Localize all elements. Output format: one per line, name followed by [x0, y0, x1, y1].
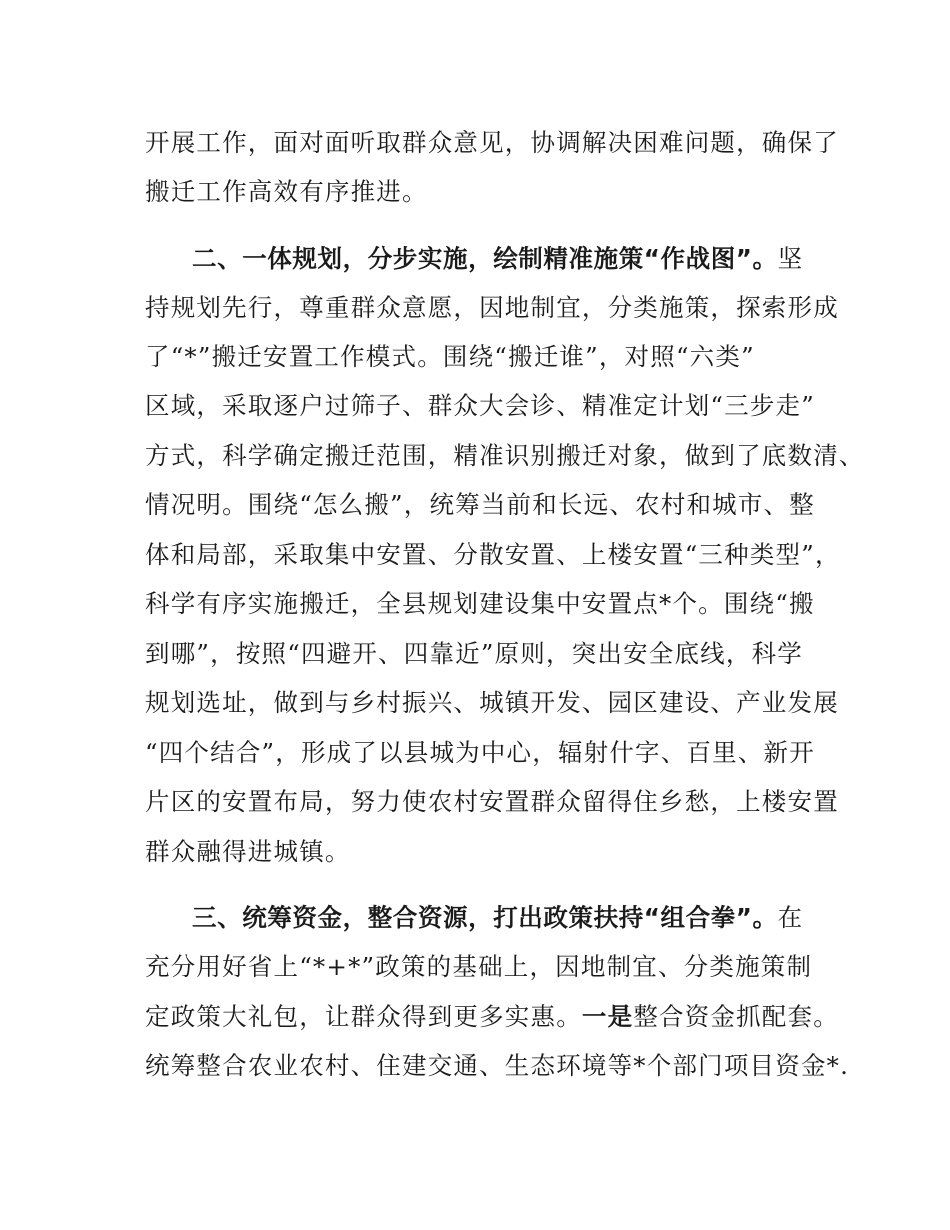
paragraph-line	[145, 1002, 839, 1032]
line-text: 方式，科学确定搬迁范围，精准识别搬迁对象，做到了底数清、	[145, 441, 865, 470]
line-text: 群众融得进城镇。	[145, 837, 351, 866]
line-text: 搬迁工作高效有序推进。	[145, 177, 428, 206]
line-text: 到哪”，按照“四避开、四靠近”原则，突出安全底线，科学	[145, 639, 803, 668]
point-marker: 一是	[581, 1002, 634, 1031]
paragraph-line	[145, 639, 803, 669]
line-text: 持规划先行，尊重群众意愿，因地制宜，分类施策，探索形成	[145, 293, 839, 322]
line-text: 体和局部，采取集中安置、分散安置、上楼安置“三种类型”，	[145, 540, 841, 569]
line-text: 科学有序实施搬迁，全县规划建设集中安置点*个。围绕“搬	[145, 589, 815, 618]
line-text: 统筹整合农业农村、住建交通、生态环境等*个部门项目资金*.	[145, 1051, 850, 1080]
line-text: 整合资金抓配套。	[633, 1002, 839, 1031]
line-text: 充分用好省上“*+*”政策的基础上，因地制宜、分类施策制	[145, 952, 813, 981]
section-heading-line	[192, 244, 803, 274]
line-text: 定政策大礼包，让群众得到更多实惠。	[145, 1002, 582, 1031]
line-text: 在	[777, 903, 804, 932]
line-text: 区域，采取逐户过筛子、群众大会诊、精准定计划“三步走”	[145, 391, 815, 420]
line-text: 坚	[777, 244, 804, 273]
paragraph-line	[145, 837, 351, 867]
paragraph-line	[145, 490, 815, 520]
paragraph-line	[145, 540, 841, 570]
paragraph-line	[145, 787, 839, 817]
line-text: 片区的安置布局，努力使农村安置群众留得住乡愁，上楼安置	[145, 787, 839, 816]
paragraph-line	[145, 441, 865, 471]
paragraph-line	[145, 738, 815, 768]
paragraph-line	[145, 342, 755, 372]
section-heading-line	[192, 903, 803, 933]
line-text: 规划选址，做到与乡村振兴、城镇开发、园区建设、产业发展	[145, 688, 839, 717]
line-text: “四个结合”，形成了以县城为中心，辐射什字、百里、新开	[145, 738, 815, 767]
line-text: 了“*”搬迁安置工作模式。围绕“搬迁谁”，对照“六类”	[145, 342, 755, 371]
paragraph-line	[145, 177, 428, 207]
line-text: 开展工作，面对面听取群众意见，协调解决困难问题，确保了	[145, 128, 839, 157]
paragraph-line	[145, 293, 839, 323]
section-heading: 三、统筹资金，整合资源，打出政策扶持“组合拳”。	[192, 903, 778, 932]
paragraph-line	[145, 128, 839, 158]
section-heading: 二、一体规划，分步实施，绘制精准施策“作战图”。	[192, 244, 778, 273]
line-text: 情况明。围绕“怎么搬”，统筹当前和长远、农村和城市、整	[145, 490, 815, 519]
paragraph-line	[145, 1051, 849, 1081]
paragraph-line	[145, 688, 839, 718]
paragraph-line	[145, 952, 812, 982]
paragraph-line	[145, 391, 815, 421]
paragraph-line	[145, 589, 815, 619]
